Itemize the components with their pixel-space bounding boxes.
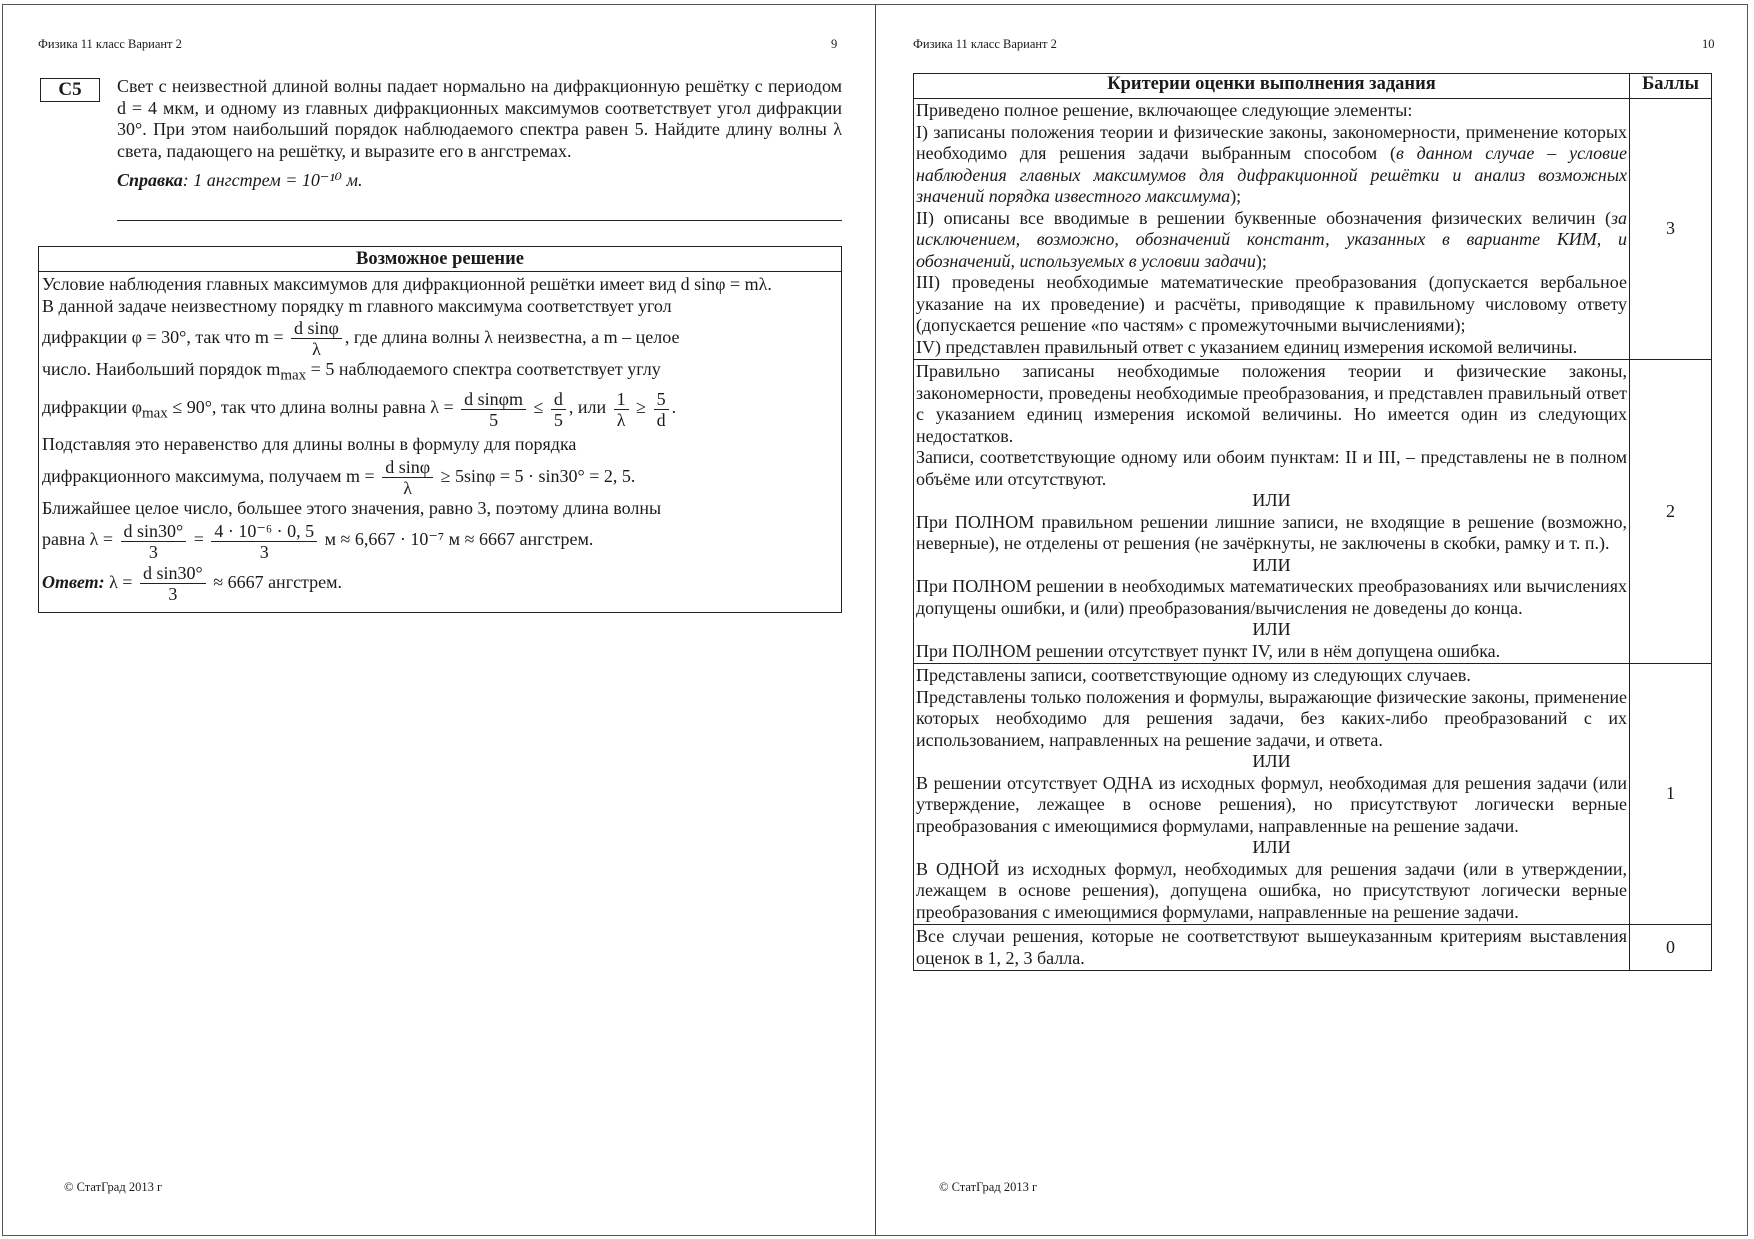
solution-text: ≈ 6667 ангстрем. (208, 571, 343, 592)
page-header: Физика 11 класс Вариант 2 (913, 37, 1057, 51)
score-column-header: Баллы (1630, 74, 1712, 99)
task-divider (117, 220, 842, 221)
fraction-numerator: d sin30° (140, 563, 206, 584)
solution-text: дифракции φ (42, 397, 142, 418)
solution-body (39, 272, 841, 612)
page-9 (2, 4, 875, 1236)
criteria-text: II) описаны все вводимые в решении буквенные обозначения физических величин ( (916, 207, 1611, 228)
fraction (121, 521, 187, 562)
criteria-row-3 (914, 99, 1712, 360)
fraction-denominator: λ (312, 339, 321, 360)
subscript: max (141, 406, 168, 423)
fraction (461, 389, 526, 430)
criteria-text: I) записаны положения теории и физические законы, закономерности, применение которых необходимо для решения задачи выбранным способом ( (916, 121, 1627, 163)
criteria-line: В решении отсутствует ОДНА из исходных формул, необходимая для решения задачи (или утверждение, лежащее в основе решения), но присутствуют логически верные преобразования с имеющимися формулами, направленные на решение задачи. (916, 772, 1627, 836)
score-cell: 1 (1630, 664, 1712, 925)
solution-text: равна λ = (42, 529, 113, 550)
reference-text: : 1 ангстрем = 10⁻¹⁰ м. (182, 170, 363, 190)
fraction (551, 389, 566, 430)
solution-text: м ≈ 6,667 · 10⁻⁷ м ≈ 6667 ангстрем. (324, 529, 594, 550)
fraction-numerator: d sinφm (461, 389, 526, 410)
criteria-table (913, 73, 1712, 971)
solution-paragraph: В данной задаче неизвестному порядку m главного максимума соответствует угол (42, 295, 672, 316)
subscript: max (280, 367, 307, 384)
fraction (614, 389, 629, 430)
solution-box (38, 246, 842, 613)
solution-text: = (193, 529, 204, 550)
solution-answer (42, 562, 838, 604)
score-cell: 2 (1630, 360, 1712, 664)
criteria-line: При ПОЛНОМ решении отсутствует пункт IV, или в нём допущена ошибка. (916, 640, 1501, 661)
fraction (211, 521, 317, 562)
fraction-denominator: 5 (553, 409, 563, 430)
fraction-numerator: 1 (614, 389, 629, 410)
task-text: Свет с неизвестной длиной волны падает нормально на дифракционную решётку с периодом d = 4 мкм, и одному из главных дифракционных максимумов соответствует угол дифракции 30°. При этом наибольший порядок наблюдаемого спектра равен 5. Найдите длину волны λ света, падающего на решётку, и выразите его в ангстремах. (117, 76, 842, 161)
or-separator: ИЛИ (1252, 837, 1291, 857)
criteria-line: III) проведены необходимые математические преобразования (допускается вербальное указание на их проведение) и расчёты, приводящие к правильному числовому ответу (допускается решение «по частям» с промежуточными вычислениями); (916, 272, 1627, 335)
page-footer: © СтатГрад 2013 г (939, 1180, 1038, 1194)
fraction (382, 457, 433, 498)
or-separator: ИЛИ (1252, 619, 1291, 639)
solution-text: , где длина волны λ неизвестна, а m – целое (344, 327, 680, 347)
fraction-denominator: λ (403, 477, 413, 498)
criteria-description (914, 99, 1630, 360)
fraction-denominator: 5 (489, 409, 499, 430)
fraction (654, 389, 669, 430)
solution-paragraph (42, 359, 838, 387)
criteria-text: ); (1255, 250, 1267, 271)
reference-label: Справка (117, 170, 183, 190)
criteria-line: Записи, соответствующие одному или обоим пунктам: II и III, – представлены не в полном объёме или отсутствуют. (916, 447, 1627, 489)
solution-text: λ = (104, 571, 133, 592)
criteria-line: Представлены записи, соответствующие одному из следующих случаев. (916, 665, 1471, 685)
task-reference (117, 168, 842, 192)
solution-formula-line (42, 387, 838, 434)
criteria-text: ); (1230, 186, 1242, 206)
fraction-denominator: λ (616, 409, 626, 430)
solution-text: дифракционного максимума, получаем m = (42, 465, 375, 486)
score-cell: 3 (1630, 99, 1712, 360)
criteria-description (914, 925, 1630, 971)
criteria-italic: за исключением, возможно, обозначений констант, указанных в варианте КИМ, и обозначений, используемых в условии задачи (916, 207, 1627, 271)
score-cell: 0 (1630, 925, 1712, 971)
solution-text: ≤ 90°, так что длина волны равна λ = (167, 397, 454, 418)
page-10 (876, 4, 1748, 1236)
criteria-line: В ОДНОЙ из исходных формул, необходимых для решения задачи (или в утверждении, лежащем в основе решения), допущена ошибка, но присутствуют логически верные преобразования с имеющимися формулами, направленные на решение задачи. (916, 858, 1627, 922)
criteria-line: Все случаи решения, которые не соответствуют вышеуказанным критериям выставления оценок в 1, 2, 3 балла. (916, 926, 1627, 968)
solution-text: ≥ (636, 397, 647, 418)
criteria-italic: в данном случае – условие наблюдения главных максимумов для дифракционной решётки и анализ возможных значений порядка известного максимума (916, 143, 1627, 206)
fraction-denominator: 3 (148, 541, 158, 562)
fraction (140, 563, 206, 604)
fraction-denominator: 3 (168, 584, 178, 605)
answer-label: Ответ: (42, 571, 105, 592)
fraction-numerator: 4 · 10⁻⁶ · 0, 5 (211, 521, 317, 542)
criteria-header-row (914, 74, 1712, 99)
page-number: 9 (831, 37, 838, 51)
fraction-denominator: 3 (259, 541, 269, 562)
criteria-line: Приведено полное решение, включающее следующие элементы: (916, 100, 1413, 120)
criteria-line: При ПОЛНОМ решении в необходимых математических преобразованиях или вычислениях допущены ошибки, и (или) преобразования/вычисления не доведены до конца. (916, 576, 1627, 618)
solution-paragraph: Условие наблюдения главных максимумов для дифракционной решётки имеет вид d sinφ = mλ. (42, 274, 772, 294)
or-separator: ИЛИ (1252, 490, 1291, 510)
solution-title: Возможное решение (39, 247, 841, 272)
fraction-numerator: d sinφ (291, 318, 342, 339)
solution-text: ≥ 5sinφ = 5 · sin30° = 2, 5. (440, 465, 636, 486)
solution-formula-line (42, 456, 838, 498)
task-number-badge: С5 (40, 78, 100, 102)
solution-formula-line (42, 317, 838, 359)
solution-paragraph: Подставляя это неравенство для длины волны в формулу для порядка (42, 434, 577, 455)
or-separator: ИЛИ (1252, 751, 1291, 771)
criteria-description (914, 360, 1630, 664)
solution-formula-line (42, 519, 838, 561)
solution-text: число. Наибольший порядок m (42, 359, 281, 380)
page-footer: © СтатГрад 2013 г (64, 1180, 163, 1194)
criteria-description (914, 664, 1630, 925)
page-number: 10 (1702, 37, 1715, 51)
criteria-row-0 (914, 925, 1712, 971)
page-header: Физика 11 класс Вариант 2 (38, 37, 182, 51)
or-separator: ИЛИ (1252, 554, 1291, 575)
solution-text: дифракции φ = 30°, так что m = (42, 327, 284, 347)
criteria-line: Правильно записаны необходимые положения теории и физические законы, закономерности, проведены необходимые преобразования, и представлен правильный ответ с указанием единиц измерения искомой величины. Но имеется один из следующих недостатков. (916, 361, 1627, 446)
criteria-line (916, 208, 1627, 273)
fraction (291, 318, 342, 359)
task-statement (40, 76, 842, 192)
solution-text: , или (568, 397, 607, 418)
fraction-numerator: d (551, 389, 566, 410)
fraction-numerator: 5 (654, 389, 669, 410)
criteria-line: IV) представлен правильный ответ с указанием единиц измерения искомой величины. (916, 336, 1578, 357)
solution-text: . (671, 397, 677, 418)
solution-text: = 5 наблюдаемого спектра соответствует углу (306, 359, 661, 380)
criteria-line (916, 122, 1627, 208)
criteria-line: При ПОЛНОМ правильном решении лишние записи, не входящие в решение (возможно, неверные), не отделены от решения (не зачёркнуты, не заключены в скобки, рамку и т. п.). (916, 511, 1627, 553)
solution-text: ≤ (533, 397, 544, 418)
criteria-column-header: Критерии оценки выполнения задания (914, 74, 1630, 99)
fraction-denominator: d (656, 409, 666, 430)
criteria-row-2 (914, 360, 1712, 664)
fraction-numerator: d sinφ (382, 457, 433, 478)
criteria-row-1 (914, 664, 1712, 925)
fraction-numerator: d sin30° (121, 521, 187, 542)
criteria-line: Представлены только положения и формулы, выражающие физические законы, применение которых необходимо для решения задачи, без каких-либо преобразований с их использованием, направленных на решение задачи, и ответа. (916, 686, 1627, 750)
solution-paragraph: Ближайшее целое число, большее этого значения, равно 3, поэтому длина волны (42, 497, 662, 518)
